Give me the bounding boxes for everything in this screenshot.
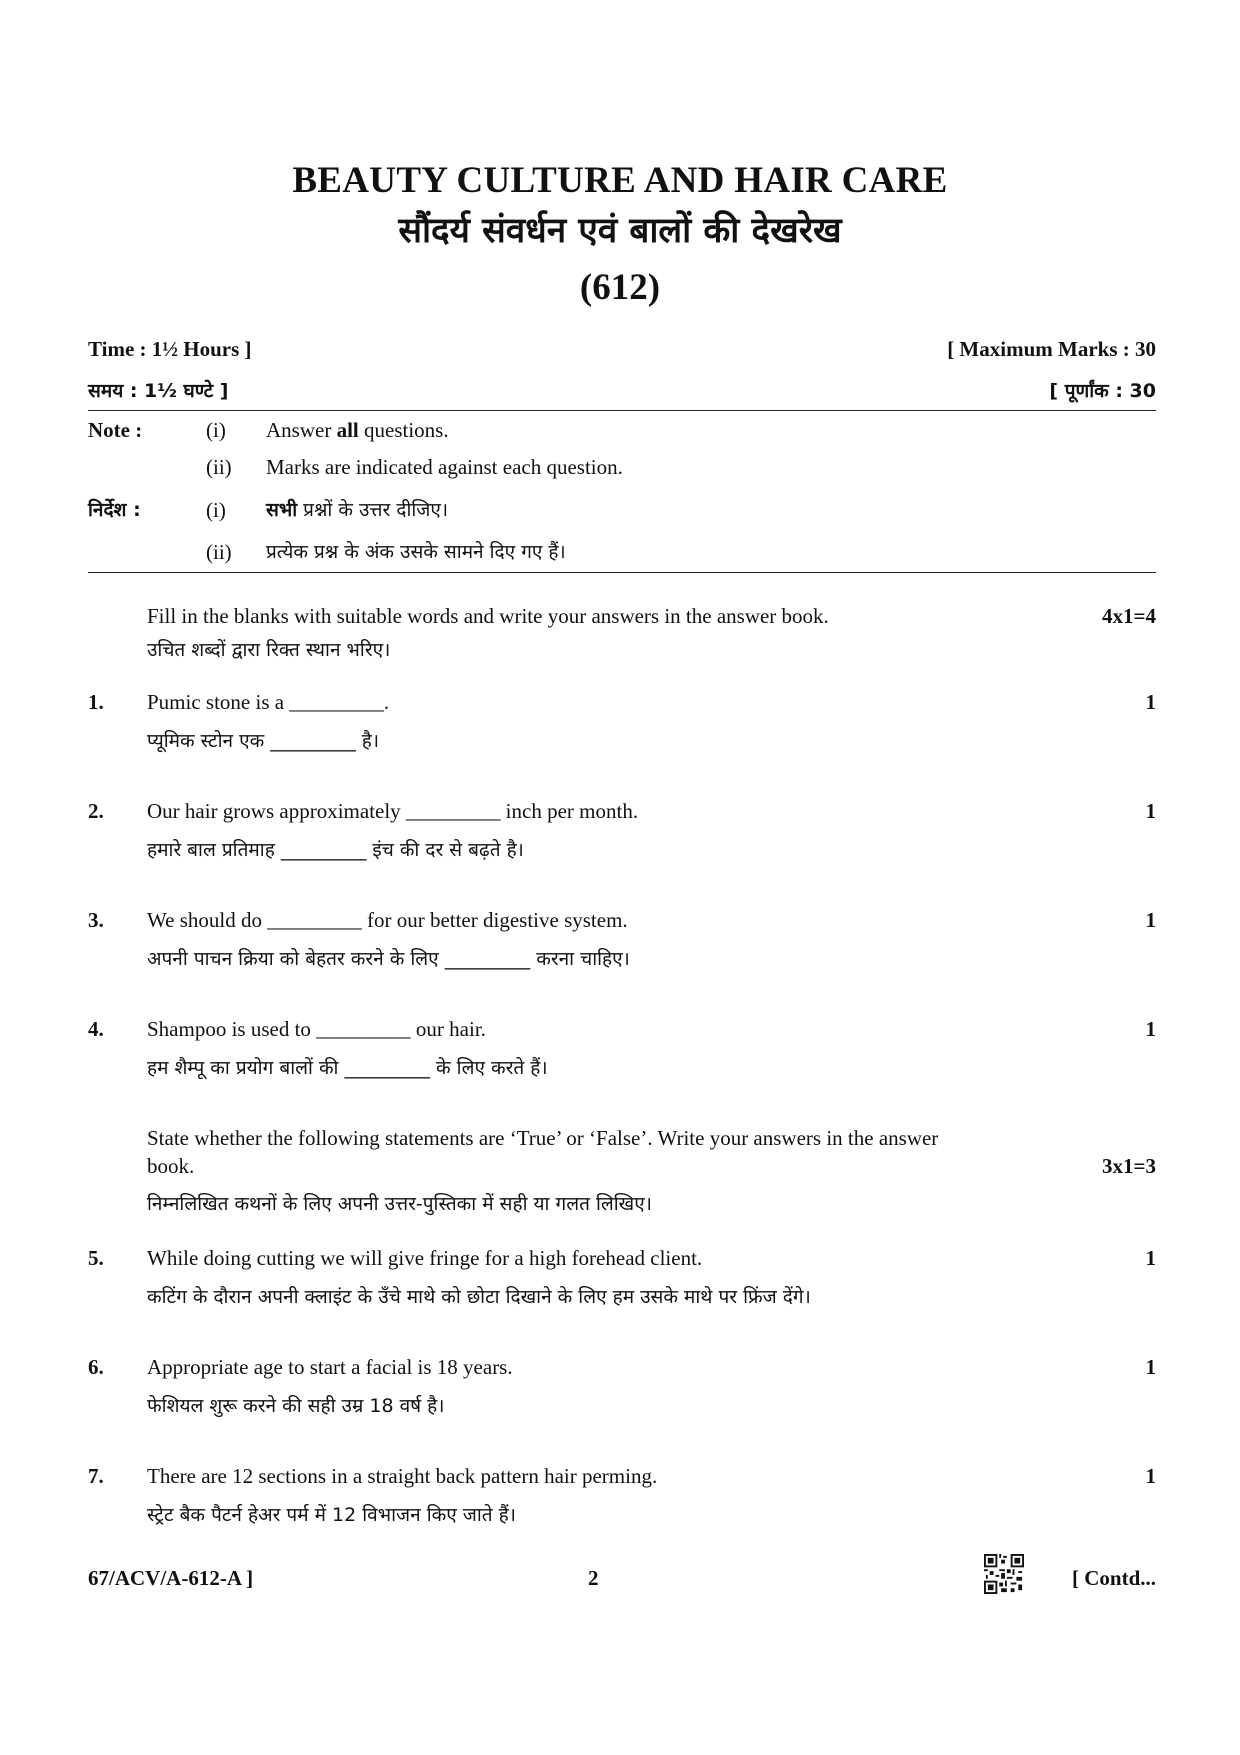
question-text-hindi: फेशियल शुरू करने की सही उम्र 18 वर्ष है। [147,1395,445,1417]
question-text-hindi: हमारे बाल प्रतिमाह _________ इंच की दर से बढ़ते है। [147,839,524,861]
max-marks-hindi: [ पूर्णांक : 30 [1049,380,1156,402]
question-marks: 1 [1145,1464,1156,1488]
question-marks: 1 [1145,1246,1156,1270]
max-marks-english: [ Maximum Marks : 30 [947,337,1156,361]
section2-instruction: State whether the following statements are ‘True’ or ‘False’. Write your answers in the answer [147,1126,939,1150]
section2-instruction-line2: book. [147,1154,195,1178]
note-item-num: (ii) [206,455,232,479]
question-text-hindi: कटिंग के दौरान अपनी क्लाइंट के उँचे माथे को छोटा दिखाने के लिए हम उसके माथे पर फ्रिंज देंगे। [147,1286,811,1308]
title-hindi: सौंदर्य संवर्धन एवं बालों की देखरेख [398,211,842,251]
section2-instruction-hindi: निम्नलिखित कथनों के लिए अपनी उत्तर-पुस्तिका में सही या गलत लिखिए। [147,1193,652,1215]
question-marks: 1 [1145,908,1156,932]
question-text-hindi: स्ट्रेट बैक पैटर्न हेअर पर्म में 12 विभाजन किए जाते हैं। [147,1504,516,1526]
title-english: BEAUTY CULTURE AND HAIR CARE [292,160,948,201]
note-item-num: (i) [206,418,226,442]
question-text: Appropriate age to start a facial is 18 years. [147,1355,513,1379]
section2-marks: 3x1=3 [1102,1154,1156,1178]
section1-instruction: Fill in the blanks with suitable words and write your answers in the answer book. [147,604,829,628]
question-text-hindi: प्यूमिक स्टोन एक _________ है। [147,730,380,752]
divider-top [88,410,1156,411]
paper-code: 67/ACV/A-612-A ] [88,1566,254,1590]
question-text: Pumic stone is a _________. [147,690,390,714]
question-number: 6. [88,1355,104,1379]
title-block [0,160,1240,310]
question-marks: 1 [1145,690,1156,714]
section1-instruction-hindi: उचित शब्दों द्वारा रिक्त स्थान भरिए। [147,639,391,661]
note-item-num: (i) [206,498,226,522]
divider-bottom [88,572,1156,573]
subject-code: (612) [579,267,661,308]
question-marks: 1 [1145,799,1156,823]
question-text: While doing cutting we will give fringe for a high forehead client. [147,1246,703,1270]
question-marks: 1 [1145,1355,1156,1379]
question-number: 2. [88,799,104,823]
question-text: Our hair grows approximately _________ inch per month. [147,799,639,823]
note-item-text: Marks are indicated against each question. [266,455,623,479]
continued-label: [ Contd... [1071,1566,1156,1590]
question-number: 4. [88,1017,104,1041]
question-text: We should do _________ for our better digestive system. [147,908,628,932]
note-label-hindi: निर्देश : [88,499,141,521]
question-number: 1. [88,690,104,714]
question-text: Shampoo is used to _________ our hair. [147,1017,486,1041]
question-text-hindi: हम शैम्पू का प्रयोग बालों की _________ के लिए करते हैं। [147,1057,548,1079]
note-label: Note : [88,418,143,442]
section1-marks: 4x1=4 [1102,604,1156,628]
note-item-text: Answer all questions. [266,418,449,442]
question-number: 7. [88,1464,104,1488]
time-english: Time : 1½ Hours ] [88,337,252,361]
note-item-text-hindi: प्रत्येक प्रश्न के अंक उसके सामने दिए गए हैं। [266,541,566,563]
note-item-text-hindi: सभी प्रश्नों के उत्तर दीजिए। [266,499,449,521]
time-hindi: समय : 1½ घण्टे ] [88,380,229,402]
question-number: 3. [88,908,104,932]
question-marks: 1 [1145,1017,1156,1041]
question-number: 5. [88,1246,104,1270]
question-text-hindi: अपनी पाचन क्रिया को बेहतर करने के लिए _________ करना चाहिए। [147,948,630,970]
page-number: 2 [588,1566,599,1590]
qr-code-icon [984,1554,1024,1594]
note-item-num: (ii) [206,540,232,564]
question-text: There are 12 sections in a straight back pattern hair perming. [147,1464,658,1488]
